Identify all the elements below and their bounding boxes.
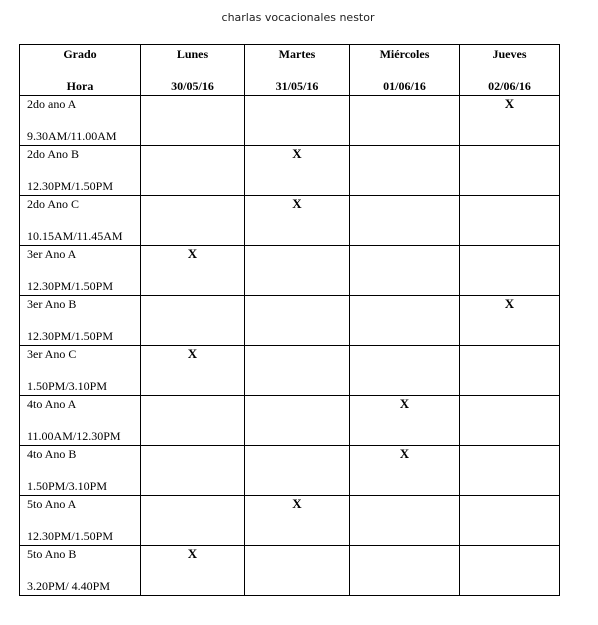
grado-cell (20, 546, 141, 596)
table-row (20, 496, 560, 546)
table-row (20, 146, 560, 196)
schedule-mark-cell (460, 346, 560, 396)
schedule-mark-cell: X (141, 346, 245, 396)
hora-label: 1.50PM/3.10PM (27, 479, 108, 493)
header-row (20, 45, 560, 96)
table-row (20, 96, 560, 146)
grado-cell (20, 146, 141, 196)
table-row (20, 446, 560, 496)
schedule-mark-cell (141, 446, 245, 496)
schedule-mark-cell (350, 196, 460, 246)
hora-label: 12.30PM/1.50PM (27, 279, 114, 293)
header-grado-label: Grado (63, 47, 97, 61)
day-date: 31/05/16 (275, 79, 319, 93)
table-row (20, 246, 560, 296)
schedule-mark-cell: X (460, 296, 560, 346)
schedule-mark-cell (350, 296, 460, 346)
day-name: Jueves (492, 47, 527, 61)
schedule-mark-cell (350, 146, 460, 196)
schedule-mark-cell (460, 196, 560, 246)
schedule-mark-cell (350, 496, 460, 546)
schedule-mark-cell: X (350, 396, 460, 446)
schedule-mark-cell: X (141, 546, 245, 596)
grado-cell (20, 446, 141, 496)
table-row (20, 396, 560, 446)
schedule-mark-cell (141, 146, 245, 196)
day-date: 01/06/16 (383, 79, 426, 93)
grado-label: 2do Ano B (27, 147, 80, 161)
schedule-mark-cell: X (460, 96, 560, 146)
grado-label: 5to Ano A (27, 497, 77, 511)
document-title: charlas vocacionales nestor (221, 11, 375, 24)
schedule-mark-cell (245, 546, 350, 596)
day-date: 30/05/16 (171, 79, 214, 93)
header-hora-label: Hora (66, 79, 94, 93)
schedule-mark-cell (245, 246, 350, 296)
hora-label: 11.00AM/12.30PM (27, 429, 121, 443)
schedule-mark-cell (460, 246, 560, 296)
header-grado-hora (20, 45, 141, 96)
schedule-mark-cell (460, 396, 560, 446)
schedule-mark-cell (460, 496, 560, 546)
grado-cell (20, 396, 141, 446)
schedule-mark-cell (350, 346, 460, 396)
schedule-mark-cell: X (350, 446, 460, 496)
header-day-jueves (460, 45, 560, 96)
grado-cell (20, 96, 141, 146)
hora-label: 12.30PM/1.50PM (27, 329, 114, 343)
grado-label: 5to Ano B (27, 547, 77, 561)
grado-label: 3er Ano C (27, 347, 77, 361)
grado-cell (20, 346, 141, 396)
schedule-mark-cell (141, 196, 245, 246)
grado-label: 2do Ano C (27, 197, 80, 211)
hora-label: 1.50PM/3.10PM (27, 379, 108, 393)
schedule-mark-cell (141, 396, 245, 446)
hora-label: 12.30PM/1.50PM (27, 179, 114, 193)
table-row (20, 546, 560, 596)
schedule-mark-cell (245, 446, 350, 496)
header-day-miercoles (350, 45, 460, 96)
schedule-mark-cell (460, 146, 560, 196)
hora-label: 3.20PM/ 4.40PM (27, 579, 111, 593)
schedule-table (19, 44, 560, 596)
schedule-mark-cell: X (245, 496, 350, 546)
day-name: Miércoles (379, 47, 430, 61)
schedule-mark-cell (460, 546, 560, 596)
grado-cell (20, 496, 141, 546)
grado-label: 2do ano A (27, 97, 77, 111)
schedule-mark-cell (141, 96, 245, 146)
hora-label: 9.30AM/11.00AM (27, 129, 117, 143)
grado-label: 4to Ano B (27, 447, 77, 461)
grado-cell (20, 196, 141, 246)
schedule-mark-cell (141, 496, 245, 546)
grado-cell (20, 296, 141, 346)
schedule-mark-cell (141, 296, 245, 346)
schedule-mark-cell (245, 396, 350, 446)
table-row (20, 296, 560, 346)
header-day-martes (245, 45, 350, 96)
grado-label: 3er Ano A (27, 247, 77, 261)
day-date: 02/06/16 (488, 79, 531, 93)
schedule-mark-cell (460, 446, 560, 496)
schedule-mark-cell (350, 546, 460, 596)
schedule-mark-cell (245, 296, 350, 346)
schedule-mark-cell (245, 96, 350, 146)
schedule-mark-cell (350, 246, 460, 296)
schedule-mark-cell: X (245, 196, 350, 246)
hora-label: 10.15AM/11.45AM (27, 229, 123, 243)
schedule-mark-cell (245, 346, 350, 396)
grado-label: 3er Ano B (27, 297, 77, 311)
hora-label: 12.30PM/1.50PM (27, 529, 114, 543)
schedule-mark-cell (350, 96, 460, 146)
day-name: Martes (278, 47, 316, 61)
header-day-lunes (141, 45, 245, 96)
table-row (20, 346, 560, 396)
schedule-mark-cell: X (245, 146, 350, 196)
day-name: Lunes (176, 47, 209, 61)
table-row (20, 196, 560, 246)
schedule-mark-cell: X (141, 246, 245, 296)
grado-label: 4to Ano A (27, 397, 77, 411)
grado-cell (20, 246, 141, 296)
